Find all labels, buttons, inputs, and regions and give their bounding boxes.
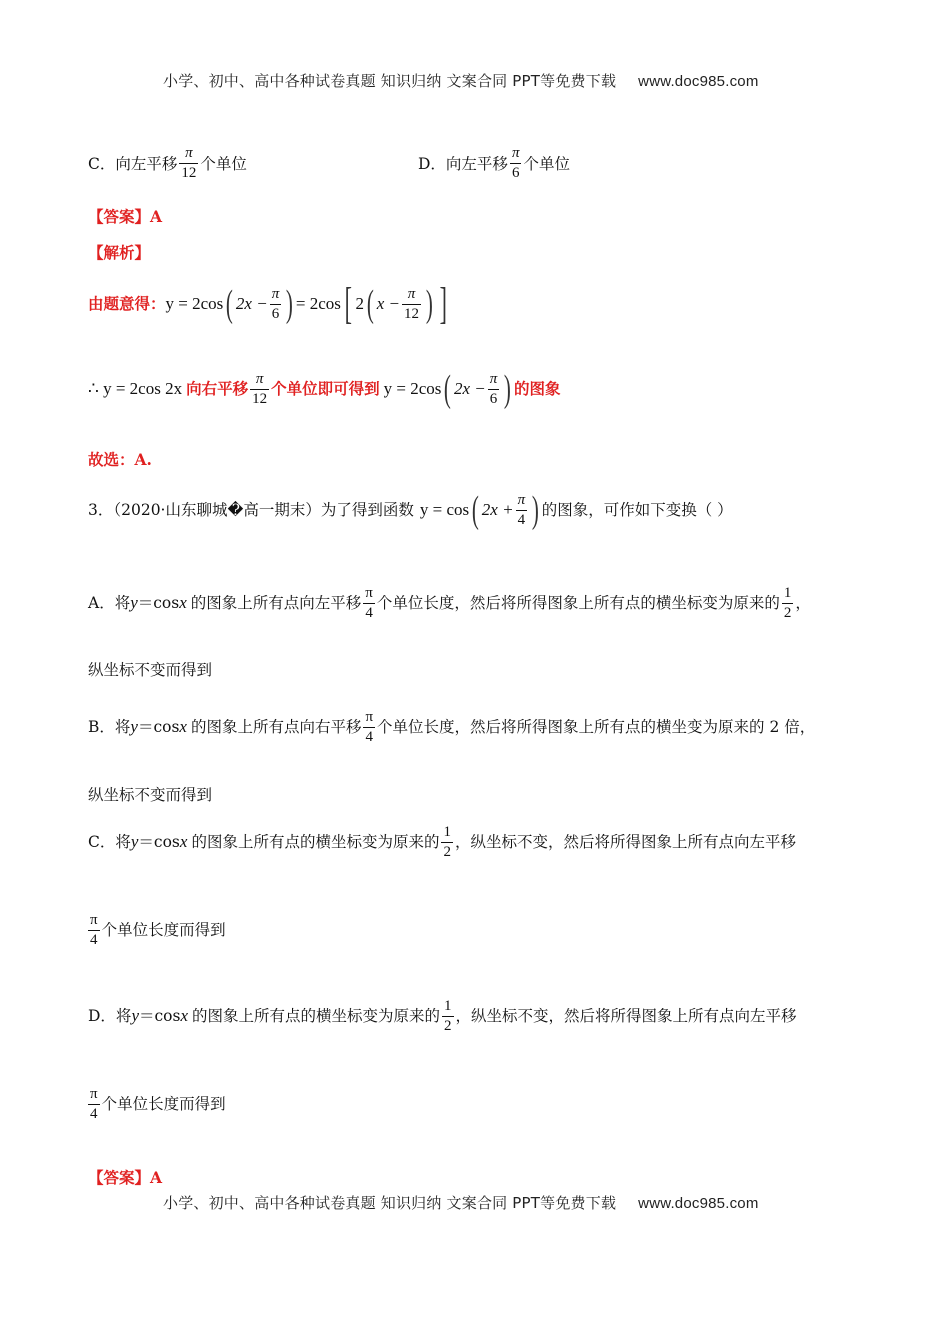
option-label: D．向左平移 [418, 154, 508, 173]
analysis-lead: 由题意得： [88, 294, 166, 313]
analysis-therefore-line: ∴ y = 2cos 2x 向右平移 $\frac{\pi}{12}$ 个单位即可得到 y = 2cos ( 2x − $\frac{\pi}{6}$ ) 的图象 [88, 368, 561, 410]
analysis-conclusion: 故选：A. [88, 450, 152, 469]
page-footer [163, 1192, 759, 1213]
question-3-stem: 3．（2020·山东聊城�高一期末）为了得到函数 y = cos ( 2x + $\frac{\pi}{4}$ ) 的图象，可作如下变换（ ） [88, 489, 733, 531]
question-3-option-a: A．将 y ＝cos x 的图象上所有点向左平移 $\frac{\pi}{4}$ 个单位长度，然后将所得图象上所有点的横坐标变为原来的 $\frac{1}{2}$ ， [88, 584, 811, 621]
option-c-prev: C．向左平移 $\frac{\pi}{12}$ 个单位 [88, 145, 247, 181]
analysis-label: 【解析】 [88, 243, 151, 262]
option-d-prev: D．向左平移 $\frac{\pi}{6}$ 个单位 [418, 145, 570, 181]
footer-text: 小学、初中、高中各种试卷真题 知识归纳 文案合同 PPT等免费下载 [163, 1194, 617, 1212]
header-text: 小学、初中、高中各种试卷真题 知识归纳 文案合同 PPT等免费下载 [163, 72, 617, 90]
option-label: C．向左平移 [88, 154, 178, 173]
question-3-option-c-line2: $\frac{\pi}{4}$ 个单位长度而得到 [90, 911, 226, 948]
question-3-option-c: C．将 y ＝cos x 的图象上所有点的横坐标变为原来的 $\frac{1}{2}$ ，纵坐标不变，然后将所得图象上所有点向左平移 [88, 823, 796, 860]
header-url-link[interactable]: www.doc985.com [638, 73, 759, 90]
answer-label: 【答案】A [88, 207, 163, 226]
question-3-option-b: B．将 y ＝cos x 的图象上所有点向右平移 $\frac{\pi}{4}$ 个单位长度，然后将所得图象上所有点的横坐变为原来的 2 倍， [88, 708, 816, 745]
footer-url-link[interactable]: www.doc985.com [638, 1195, 759, 1212]
analysis-equation-line: 由题意得： y = 2cos ( 2x − $\frac{\pi}{6}$ ) = 2cos [ 2 ( x − $\frac{\pi}{12}$ ) ] [88, 279, 447, 328]
question-3-option-a-line2: 纵坐标不变而得到 [88, 661, 213, 679]
page-header [163, 70, 759, 91]
answer-label-2: 【答案】A [88, 1168, 163, 1187]
question-3-option-d: D．将 y ＝cos x 的图象上所有点的横坐标变为原来的 $\frac{1}{2}$ ，纵坐标不变，然后将所得图象上所有点向左平移 [88, 997, 797, 1034]
question-3-option-d-line2: $\frac{\pi}{4}$ 个单位长度而得到 [90, 1085, 226, 1122]
question-3-option-b-line2: 纵坐标不变而得到 [88, 786, 213, 804]
